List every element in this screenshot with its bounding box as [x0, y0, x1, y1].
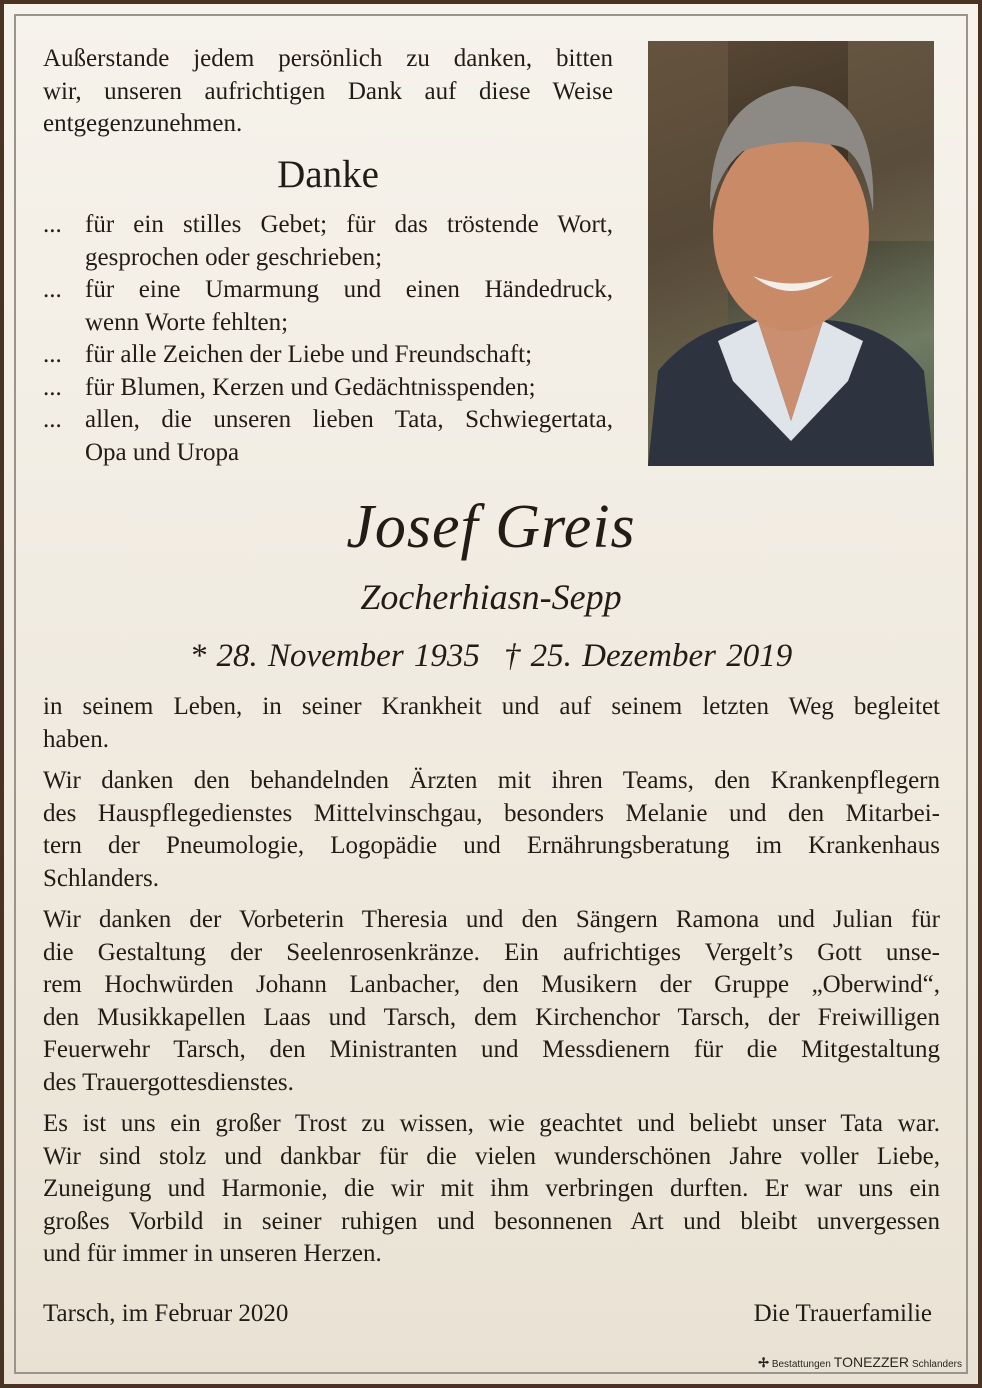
paragraph-line: und für immer in unseren Herzen.	[43, 1240, 382, 1267]
paragraph	[43, 691, 940, 756]
intro-line: entgegenzunehmen.	[43, 110, 243, 137]
paragraph-line: Schlanders.	[43, 864, 159, 892]
list-line: allen, die unseren lieben Tata, Schwiegertata,	[85, 406, 613, 433]
paragraph-line: in seinem Leben, in seiner Krankheit und auf seinem letzten Weg begleitet	[43, 693, 940, 720]
intro-text	[43, 43, 613, 141]
list-marker: ...	[43, 276, 62, 303]
intro-line: Außerstande jedem persönlich zu danken, bitten	[43, 45, 613, 72]
portrait-photo	[648, 41, 934, 466]
list-item	[43, 404, 613, 469]
list-line: wenn Worte fehlten;	[85, 308, 289, 336]
nickname: Zocherhiasn-Sepp	[360, 577, 622, 617]
deceased-name: Josef Greis	[346, 493, 636, 561]
logo-prefix: Bestattungen	[771, 1359, 831, 1370]
thanks-list	[43, 209, 613, 469]
undertaker-logo	[758, 1354, 962, 1371]
paragraph-line: den Musikkapellen Laas und Tarsch, dem Kirchenchor Tarsch, der Freiwilligen	[43, 1003, 940, 1031]
paragraph-line: Zuneigung und Harmonie, die wir mit ihm verbringen durften. Er war uns ein	[43, 1175, 940, 1202]
list-line: gesprochen oder geschrieben;	[85, 243, 383, 271]
paragraph-line: Wir danken der Vorbeterin Theresia und den Sängern Ramona und Julian für	[43, 906, 940, 933]
list-line: für ein stilles Gebet; für das tröstende Wort,	[85, 211, 613, 238]
signature: Die Trauerfamilie	[753, 1300, 932, 1327]
paragraph	[43, 765, 940, 895]
body-text	[43, 691, 940, 1280]
list-marker: ...	[43, 406, 62, 433]
list-line: für Blumen, Kerzen und Gedächtnisspenden;	[85, 373, 536, 401]
death-date: † 25. Dezember 2019	[503, 638, 793, 674]
danke-heading: Danke	[277, 153, 379, 196]
list-marker: ...	[43, 373, 62, 401]
paragraph-line: Wir sind stolz und dankbar für die vielen wunderschönen Jahre voller Liebe,	[43, 1142, 940, 1170]
list-item	[43, 339, 613, 372]
logo-name: TONEZZER	[833, 1354, 909, 1370]
paragraph-line: Feuerwehr Tarsch, den Ministranten und Messdienern für die Mitgestaltung	[43, 1036, 940, 1063]
intro-line: wir, unseren aufrichtigen Dank auf diese Weise	[43, 77, 613, 105]
logo-icon: ✢	[758, 1355, 770, 1370]
paragraph-line: haben.	[43, 725, 109, 753]
list-item	[43, 209, 613, 274]
list-line: Opa und Uropa	[85, 438, 240, 466]
paragraph	[43, 904, 940, 1099]
paragraph-line: des Hauspflegedienstes Mittelvinschgau, besonders Melanie und den Mitarbei-	[43, 799, 940, 827]
place-date: Tarsch, im Februar 2020	[43, 1300, 289, 1327]
life-dates	[0, 638, 982, 675]
paragraph-line: großes Vorbild in seiner ruhigen und besonnenen Art und bleibt unvergessen	[43, 1207, 940, 1235]
logo-suffix: Schlanders	[911, 1359, 962, 1370]
list-marker: ...	[43, 341, 62, 368]
list-item	[43, 274, 613, 339]
list-marker: ...	[43, 211, 62, 238]
paragraph-line: Wir danken den behandelnden Ärzten mit ihren Teams, den Krankenpflegern	[43, 767, 940, 794]
paragraph-line: Es ist uns ein großer Trost zu wissen, wie geachtet und beliebt unser Tata war.	[43, 1110, 940, 1137]
paragraph	[43, 1108, 940, 1271]
paragraph-line: die Gestaltung der Seelenrosenkränze. Ein aufrichtiges Vergelt’s Gott unse-	[43, 938, 940, 966]
paragraph-line: rem Hochwürden Johann Lanbacher, den Musikern der Gruppe „Oberwind“,	[43, 971, 940, 998]
paragraph-line: des Trauergottesdienstes.	[43, 1068, 294, 1096]
birth-date: * 28. November 1935	[189, 638, 480, 674]
list-line: für eine Umarmung und einen Händedruck,	[85, 276, 613, 303]
list-item	[43, 372, 613, 405]
paragraph-line: tern der Pneumologie, Logopädie und Ernährungsberatung im Krankenhaus	[43, 832, 940, 859]
list-line: für alle Zeichen der Liebe und Freundschaft;	[85, 341, 533, 368]
